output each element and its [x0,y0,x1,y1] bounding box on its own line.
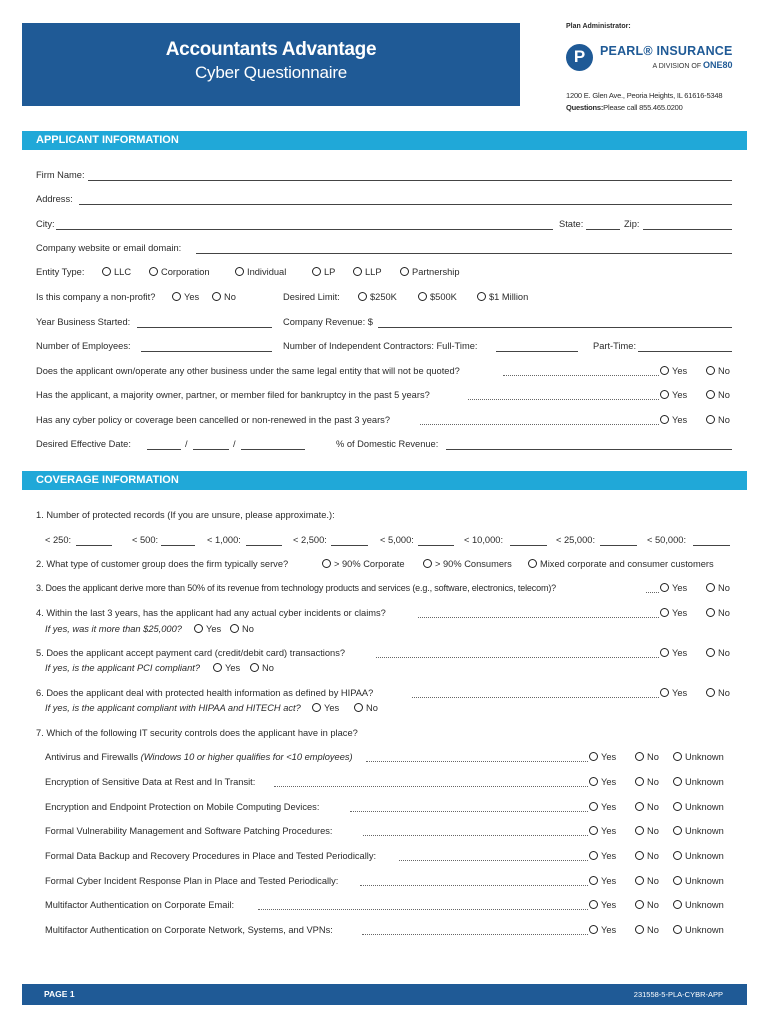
limit-1-million[interactable]: $1 Million [477,292,528,302]
radio-circle-icon[interactable] [660,608,669,617]
control-6-unknown[interactable]: Unknown [673,876,724,886]
zip-field[interactable] [643,229,732,230]
control-3-yes[interactable]: Yes [589,802,616,812]
admin-address-block [566,91,756,112]
radio-circle-icon[interactable] [589,826,598,835]
radio-circle-icon[interactable] [213,663,222,672]
records-50000-field[interactable] [693,545,730,546]
control-6-no[interactable]: No [635,876,659,886]
radio-circle-icon[interactable] [423,559,432,568]
radio-circle-icon[interactable] [673,802,682,811]
radio-circle-icon[interactable] [230,624,239,633]
radio-circle-icon[interactable] [635,925,644,934]
entity-option-individual[interactable]: Individual [235,267,286,277]
q5-sub-no[interactable]: No [250,663,274,673]
q6-no[interactable]: No [706,688,730,698]
q2-corporate[interactable]: > 90% Corporate [322,559,405,569]
radio-circle-icon[interactable] [589,900,598,909]
control-5-no[interactable]: No [635,851,659,861]
radio-circle-icon[interactable] [589,802,598,811]
radio-circle-icon[interactable] [354,703,363,712]
records-1000-field[interactable] [246,545,282,546]
other-business-no[interactable]: No [706,366,730,376]
radio-circle-icon[interactable] [212,292,221,301]
radio-circle-icon[interactable] [172,292,181,301]
control-6-yes[interactable]: Yes [589,876,616,886]
radio-circle-icon[interactable] [660,648,669,657]
q6-sub-no[interactable]: No [354,703,378,713]
radio-circle-icon[interactable] [312,267,321,276]
radio-circle-icon[interactable] [673,900,682,909]
radio-circle-icon[interactable] [322,559,331,568]
control-3-no[interactable]: No [635,802,659,812]
year-started-field[interactable] [137,327,272,328]
limit-250k[interactable]: $250K [358,292,397,302]
radio-circle-icon[interactable] [660,390,669,399]
control-8-unknown[interactable]: Unknown [673,925,724,935]
radio-circle-icon[interactable] [400,267,409,276]
radio-circle-icon[interactable] [660,583,669,592]
radio-circle-icon[interactable] [706,390,715,399]
entity-option-lp[interactable]: LP [312,267,335,277]
q5-yes[interactable]: Yes [660,648,687,658]
records-10000-field[interactable] [510,545,547,546]
full-time-contractors-field[interactable] [496,351,578,352]
q4-sub-no[interactable]: No [230,624,254,634]
part-time-contractors-field[interactable] [638,351,732,352]
entity-option-partnership[interactable]: Partnership [400,267,460,277]
control-5-unknown[interactable]: Unknown [673,851,724,861]
page-footer [22,984,747,1005]
bankruptcy-no[interactable]: No [706,390,730,400]
radio-circle-icon[interactable] [235,267,244,276]
control-4-no[interactable]: No [635,826,659,836]
radio-circle-icon[interactable] [312,703,321,712]
radio-circle-icon[interactable] [673,826,682,835]
radio-circle-icon[interactable] [673,851,682,860]
radio-circle-icon[interactable] [706,688,715,697]
radio-circle-icon[interactable] [635,876,644,885]
radio-circle-icon[interactable] [706,648,715,657]
radio-circle-icon[interactable] [706,583,715,592]
records-2500-field[interactable] [331,545,368,546]
control-3-unknown[interactable]: Unknown [673,802,724,812]
num-employees-field[interactable] [141,351,272,352]
radio-circle-icon[interactable] [660,415,669,424]
control-7-unknown[interactable]: Unknown [673,900,724,910]
q4-no[interactable]: No [706,608,730,618]
domestic-revenue-field[interactable] [446,449,732,450]
control-1-yes[interactable]: Yes [589,752,616,762]
radio-circle-icon[interactable] [635,752,644,761]
limit-500k[interactable]: $500K [418,292,457,302]
radio-circle-icon[interactable] [673,925,682,934]
applicant-section-header: APPLICANT INFORMATION [22,131,747,150]
radio-circle-icon[interactable] [149,267,158,276]
q6-yes[interactable]: Yes [660,688,687,698]
state-field[interactable] [586,229,620,230]
radio-circle-icon[interactable] [635,851,644,860]
pearl-logo [566,41,756,73]
radio-circle-icon[interactable] [477,292,486,301]
radio-circle-icon[interactable] [706,415,715,424]
effective-month-field[interactable] [147,449,181,450]
records-5000-field[interactable] [418,545,454,546]
records-500-field[interactable] [161,545,195,546]
radio-circle-icon[interactable] [635,777,644,786]
radio-circle-icon[interactable] [635,826,644,835]
radio-circle-icon[interactable] [660,366,669,375]
control-2-no[interactable]: No [635,777,659,787]
bankruptcy-yes[interactable]: Yes [660,390,687,400]
pearl-logo-icon: P [566,44,593,71]
records-250-field[interactable] [76,545,112,546]
radio-circle-icon[interactable] [589,925,598,934]
address-field[interactable] [79,204,732,205]
effective-year-field[interactable] [241,449,305,450]
records-25000-field[interactable] [600,545,637,546]
radio-circle-icon[interactable] [194,624,203,633]
brand-name: PEARL® INSURANCE [600,44,733,58]
control-2-unknown[interactable]: Unknown [673,777,724,787]
radio-circle-icon[interactable] [102,267,111,276]
radio-circle-icon[interactable] [589,876,598,885]
page-number: PAGE 1 [44,989,75,999]
entity-option-llc[interactable]: LLC [102,267,131,277]
company-revenue-field[interactable] [378,327,732,328]
cancelled-yes[interactable]: Yes [660,415,687,425]
radio-circle-icon[interactable] [250,663,259,672]
radio-circle-icon[interactable] [589,752,598,761]
radio-circle-icon[interactable] [358,292,367,301]
q4-sub-yes[interactable]: Yes [194,624,221,634]
cancelled-no[interactable]: No [706,415,730,425]
form-code: 231558-5-PLA-CYBR-APP [633,990,723,999]
q3-no[interactable]: No [706,583,730,593]
radio-circle-icon[interactable] [706,366,715,375]
control-4-unknown[interactable]: Unknown [673,826,724,836]
q5-no[interactable]: No [706,648,730,658]
q2-consumers[interactable]: > 90% Consumers [423,559,512,569]
radio-circle-icon[interactable] [706,608,715,617]
radio-circle-icon[interactable] [635,900,644,909]
radio-circle-icon[interactable] [673,777,682,786]
website-field[interactable] [196,253,732,254]
q5-sub-yes[interactable]: Yes [213,663,240,673]
firm-name-field[interactable] [88,180,732,181]
admin-address: 1200 E. Glen Ave., Peoria Heights, IL 61616-5348 [566,91,723,100]
radio-circle-icon[interactable] [589,851,598,860]
control-1-no[interactable]: No [635,752,659,762]
radio-circle-icon[interactable] [589,777,598,786]
control-8-no[interactable]: No [635,925,659,935]
form-title: Accountants Advantage [165,39,377,60]
effective-day-field[interactable] [193,449,229,450]
radio-circle-icon[interactable] [635,802,644,811]
other-business-yes[interactable]: Yes [660,366,687,376]
entity-option-llp[interactable]: LLP [353,267,382,277]
control-8-yes[interactable]: Yes [589,925,616,935]
q4-yes[interactable]: Yes [660,608,687,618]
radio-circle-icon[interactable] [528,559,537,568]
radio-circle-icon[interactable] [673,876,682,885]
plan-administrator [566,23,756,115]
division-line: A DIVISION OF ONE80 [652,60,733,70]
control-7-no[interactable]: No [635,900,659,910]
radio-circle-icon[interactable] [353,267,362,276]
coverage-section-header: COVERAGE INFORMATION [22,471,747,490]
nonprofit-no[interactable]: No [212,292,236,302]
control-7-yes[interactable]: Yes [589,900,616,910]
entity-option-corporation[interactable]: Corporation [149,267,210,277]
control-4-yes[interactable]: Yes [589,826,616,836]
control-2-yes[interactable]: Yes [589,777,616,787]
form-subtitle: Cyber Questionnaire [194,63,348,82]
control-1-unknown[interactable]: Unknown [673,752,724,762]
plan-admin-label: Plan Administrator: [566,23,631,30]
nonprofit-yes[interactable]: Yes [172,292,199,302]
city-field[interactable] [56,229,553,230]
radio-circle-icon[interactable] [418,292,427,301]
q2-mixed[interactable]: Mixed corporate and consumer customers [528,559,714,569]
radio-circle-icon[interactable] [660,688,669,697]
control-5-yes[interactable]: Yes [589,851,616,861]
questions-line: Questions:Please call 855.465.0200 [566,103,683,112]
radio-circle-icon[interactable] [673,752,682,761]
q6-sub-yes[interactable]: Yes [312,703,339,713]
q3-yes[interactable]: Yes [660,583,687,593]
title-banner [22,23,520,106]
